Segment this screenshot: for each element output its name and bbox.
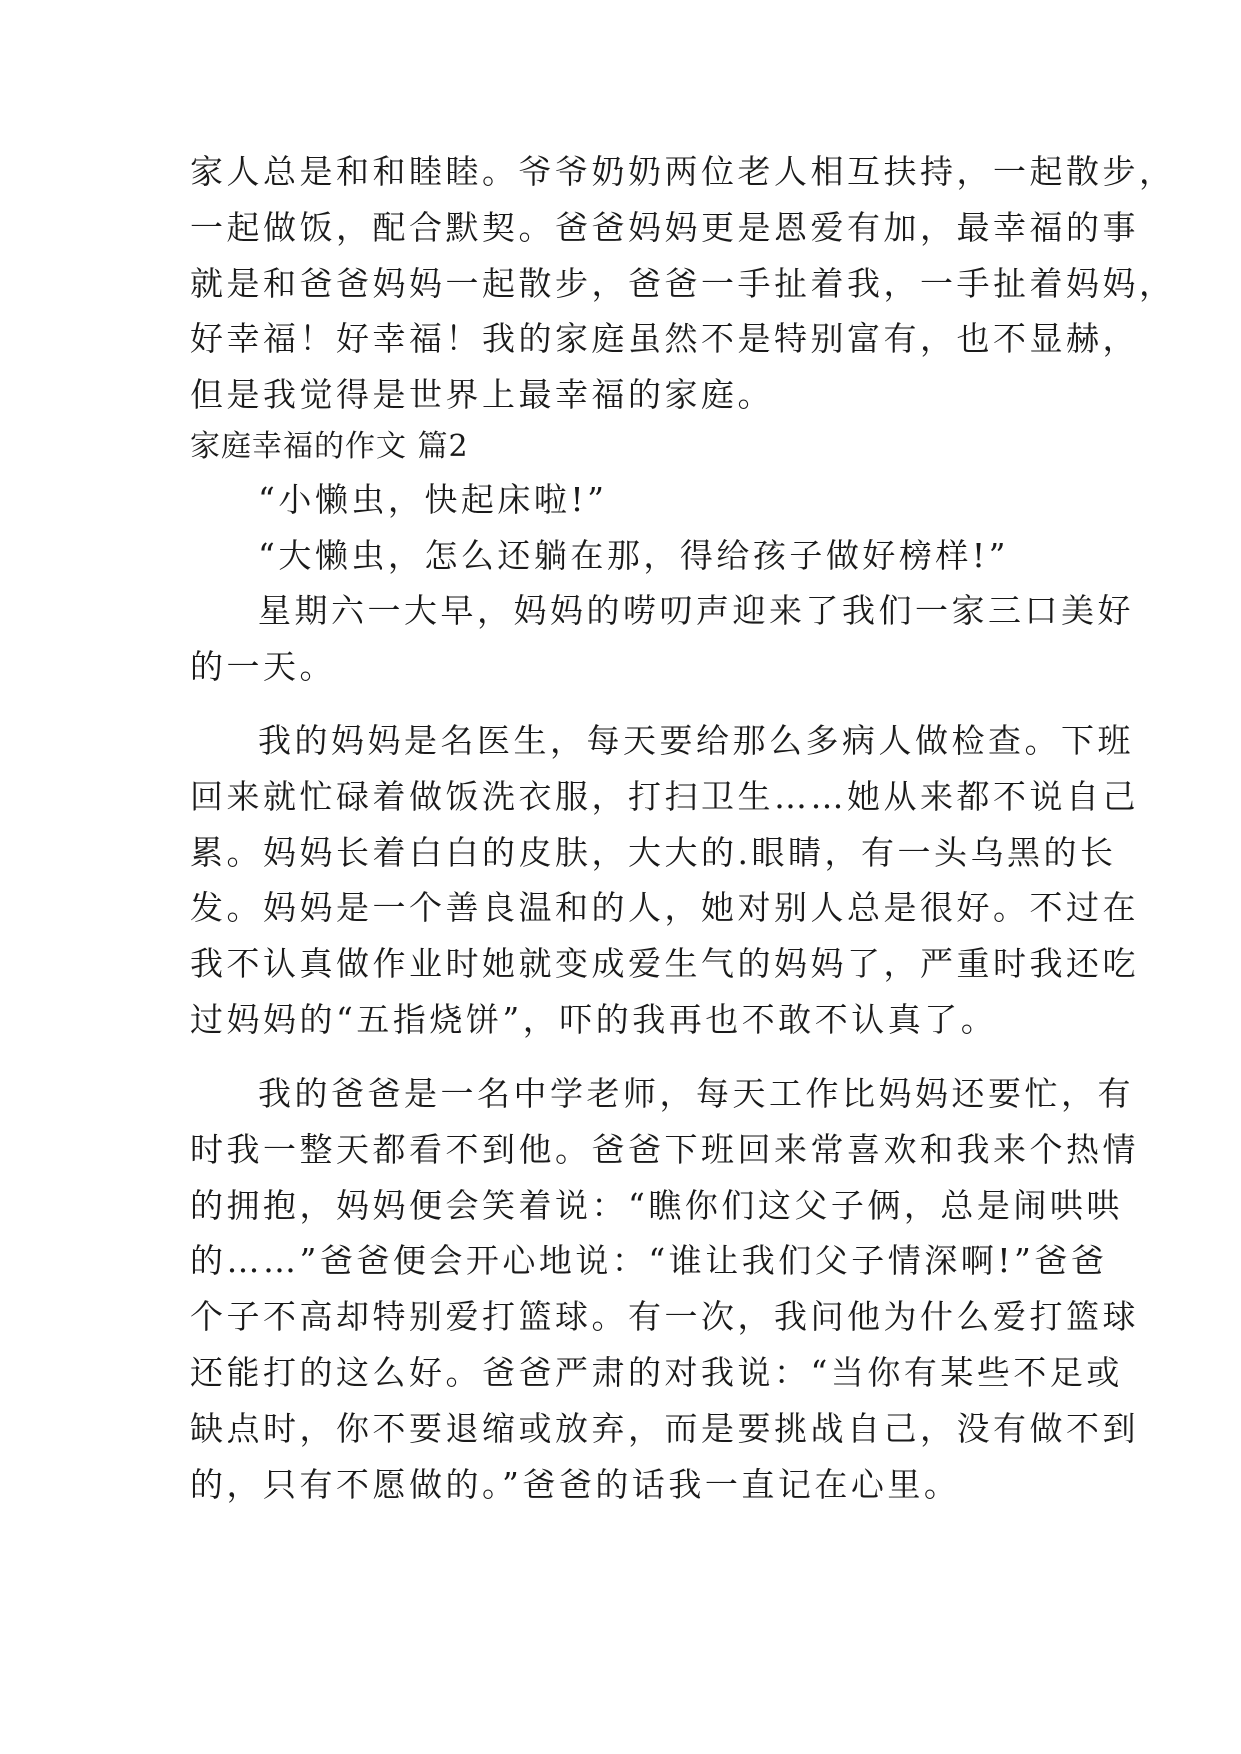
paragraph-line: 一起做饭，配合默契。爸爸妈妈更是恩爱有加，最幸福的事 (190, 208, 1139, 247)
section-heading: 家庭幸福的作文 篇2 (190, 429, 469, 464)
paragraph-line: 发。妈妈是一个善良温和的人，她对别人总是很好。不过在 (190, 888, 1139, 927)
paragraph-line: 缺点时，你不要退缩或放弃，而是要挑战自己，没有做不到 (190, 1409, 1139, 1448)
paragraph-line: 的，只有不愿做的。”爸爸的话我一直记在心里。 (190, 1465, 961, 1504)
paragraph-line: 过妈妈的“五指烧饼”，吓的我再也不敢不认真了。 (190, 1000, 998, 1039)
paragraph-line: 的一天。 (190, 647, 336, 686)
paragraph-line: 星期六一大早，妈妈的唠叨声迎来了我们一家三口美好 (258, 591, 1134, 630)
paragraph-line: 但是我觉得是世界上最幸福的家庭。 (190, 375, 774, 414)
paragraph-line: 时我一整天都看不到他。爸爸下班回来常喜欢和我来个热情 (190, 1130, 1139, 1169)
paragraph-line: 的……”爸爸便会开心地说：“谁让我们父子情深啊!”爸爸 (190, 1241, 1108, 1280)
paragraph-line: 家人总是和和睦睦。爷爷奶奶两位老人相互扶持，一起散步， (190, 152, 1176, 191)
paragraph-line: 好幸福！好幸福！我的家庭虽然不是特别富有，也不显赫， (190, 319, 1139, 358)
paragraph-line: 我不认真做作业时她就变成爱生气的妈妈了，严重时我还吃 (190, 944, 1139, 983)
paragraph-line: 我的爸爸是一名中学老师，每天工作比妈妈还要忙，有 (258, 1074, 1134, 1113)
paragraph-line: 累。妈妈长着白白的皮肤，大大的.眼睛，有一头乌黑的长 (190, 833, 1117, 872)
paragraph-line: 我的妈妈是名医生，每天要给那么多病人做检查。下班 (258, 721, 1134, 760)
paragraph-line: 回来就忙碌着做饭洗衣服，打扫卫生……她从来都不说自己 (190, 777, 1139, 816)
dialogue-line: “大懒虫，怎么还躺在那，得给孩子做好榜样!” (258, 536, 1010, 575)
paragraph-line: 还能打的这么好。爸爸严肃的对我说：“当你有某些不足或 (190, 1353, 1123, 1392)
paragraph-line: 就是和爸爸妈妈一起散步，爸爸一手扯着我，一手扯着妈妈， (190, 264, 1176, 303)
paragraph-line: 个子不高却特别爱打篮球。有一次，我问他为什么爱打篮球 (190, 1297, 1139, 1336)
dialogue-line: “小懒虫，快起床啦!” (258, 480, 608, 519)
paragraph-line: 的拥抱，妈妈便会笑着说：“瞧你们这父子俩，总是闹哄哄 (190, 1186, 1123, 1225)
